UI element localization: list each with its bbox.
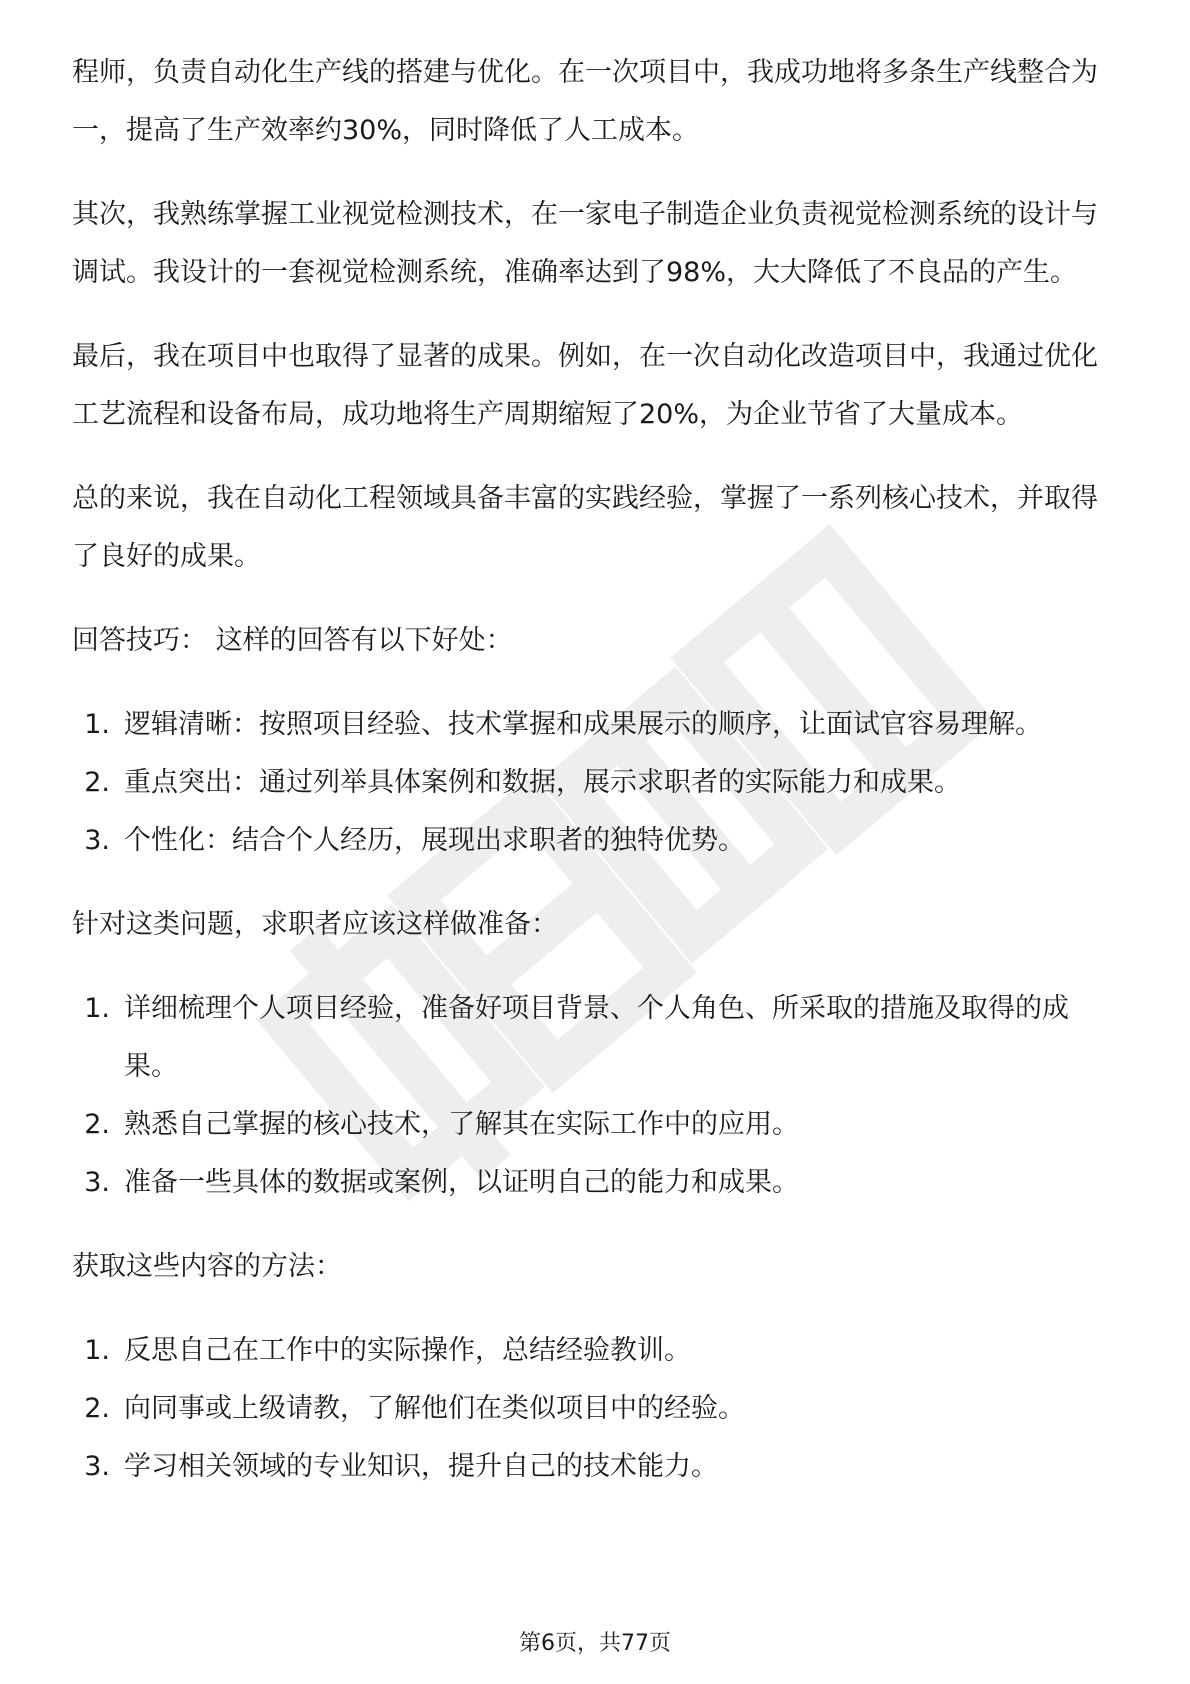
- list-item: [72, 1096, 1122, 1154]
- methods-heading: 获取这些内容的方法：: [72, 1251, 342, 1282]
- list-item: [72, 754, 1122, 812]
- paragraph-3: 最后，我在项目中也取得了显著的成果。例如，在一次自动化改造项目中，我通过优化工艺流程和设备布局，成功地将生产周期缩短了20%，为企业节省了大量成本。: [72, 341, 1098, 430]
- list-text: 熟悉自己掌握的核心技术，了解其在实际工作中的应用。: [124, 1109, 799, 1140]
- list-number: 1.: [84, 993, 110, 1024]
- list-text: 准备一些具体的数据或案例，以证明自己的能力和成果。: [124, 1167, 799, 1198]
- list-number: 2.: [84, 767, 110, 798]
- paragraph-1: 程师，负责自动化生产线的搭建与优化。在一次项目中，我成功地将多条生产线整合为一，提高了生产效率约30%，同时降低了人工成本。: [72, 57, 1098, 146]
- list-number: 3.: [84, 825, 110, 856]
- prepare-list: [72, 980, 1122, 1212]
- prepare-heading: 针对这类问题，求职者应该这样做准备：: [72, 909, 558, 940]
- list-item: [72, 1380, 1122, 1438]
- list-item: [72, 1438, 1122, 1496]
- paragraph-2: 其次，我熟练掌握工业视觉检测技术，在一家电子制造企业负责视觉检测系统的设计与调试。我设计的一套视觉检测系统，准确率达到了98%，大大降低了不良品的产生。: [72, 199, 1098, 288]
- list-number: 2.: [84, 1393, 110, 1424]
- list-text: 反思自己在工作中的实际操作，总结经验教训。: [124, 1335, 691, 1366]
- list-number: 1.: [84, 709, 110, 740]
- methods-list: [72, 1322, 1122, 1496]
- tips-heading: 回答技巧： 这样的回答有以下好处：: [72, 625, 513, 656]
- list-number: 1.: [84, 1335, 110, 1366]
- list-text: 向同事或上级请教，了解他们在类似项目中的经验。: [124, 1393, 745, 1424]
- list-text: 学习相关领域的专业知识，提升自己的技术能力。: [124, 1451, 718, 1482]
- tips-list: [72, 696, 1122, 870]
- list-text: 个性化：结合个人经历，展现出求职者的独特优势。: [124, 825, 745, 856]
- list-text: 详细梳理个人项目经验，准备好项目背景、个人角色、所采取的措施及取得的成果。: [124, 993, 1069, 1082]
- paragraph-4: 总的来说，我在自动化工程领域具备丰富的实践经验，掌握了一系列核心技术，并取得了良好的成果。: [72, 483, 1098, 572]
- list-number: 3.: [84, 1167, 110, 1198]
- list-item: [72, 980, 1122, 1096]
- list-item: [72, 696, 1122, 754]
- list-item: [72, 812, 1122, 870]
- list-item: [72, 1322, 1122, 1380]
- list-text: 重点突出：通过列举具体案例和数据，展示求职者的实际能力和成果。: [124, 767, 961, 798]
- page-number-footer: 第6页，共77页: [519, 1631, 671, 1656]
- list-item: [72, 1154, 1122, 1212]
- list-number: 2.: [84, 1109, 110, 1140]
- document-body: [72, 44, 1122, 1522]
- list-number: 3.: [84, 1451, 110, 1482]
- list-text: 逻辑清晰：按照项目经验、技术掌握和成果展示的顺序，让面试官容易理解。: [124, 709, 1042, 740]
